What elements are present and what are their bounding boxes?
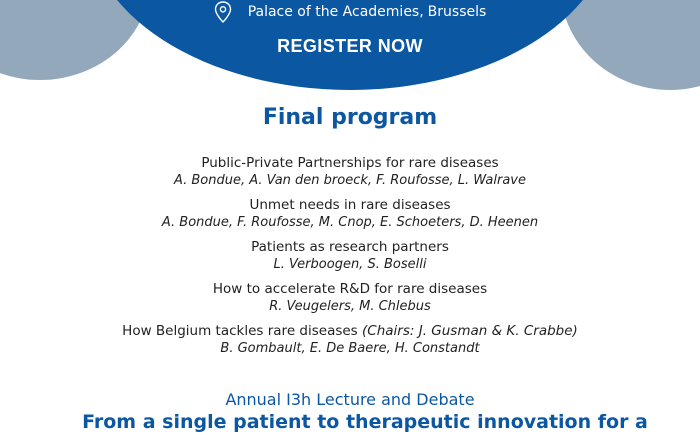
- program-list: [0, 154, 700, 364]
- session-title: Unmet needs in rare diseases: [249, 197, 451, 213]
- session-title: Patients as research partners: [251, 239, 449, 255]
- session-item: [0, 238, 700, 274]
- session-speakers: A. Bondue, F. Roufosse, M. Cnop, E. Schoeters, D. Heenen: [161, 215, 539, 230]
- session-item: [0, 154, 700, 190]
- venue-city: Brussels: [427, 4, 487, 20]
- session-speakers: L. Verboogen, S. Boselli: [273, 257, 427, 272]
- session-title: How Belgium tackles rare diseases: [122, 323, 358, 339]
- session-chairs: (Chairs: J. Gusman & K. Crabbe): [362, 323, 578, 339]
- session-speakers: R. Veugelers, M. Chlebus: [269, 299, 431, 314]
- venue-place: Palace of the Academies,: [247, 4, 424, 20]
- session-title: How to accelerate R&D for rare diseases: [212, 281, 488, 297]
- session-item: [0, 280, 700, 316]
- venue-line: [0, 0, 700, 24]
- lecture-kicker: Annual I3h Lecture and Debate: [225, 390, 475, 409]
- session-speakers: A. Bondue, A. Van den broeck, F. Roufosse, L. Walrave: [173, 173, 527, 188]
- lecture-title: From a single patient to therapeutic innovation for a: [82, 411, 648, 433]
- register-now-button[interactable]: REGISTER NOW: [277, 36, 423, 56]
- program-title: Final program: [262, 105, 438, 130]
- session-speakers: B. Gombault, E. De Baere, H. Constandt: [220, 341, 480, 356]
- map-pin-icon: [214, 1, 232, 23]
- session-item: [0, 196, 700, 232]
- session-title: Public-Private Partnerships for rare diseases: [201, 155, 499, 171]
- session-item: [0, 322, 700, 358]
- session-title-line: [0, 322, 700, 340]
